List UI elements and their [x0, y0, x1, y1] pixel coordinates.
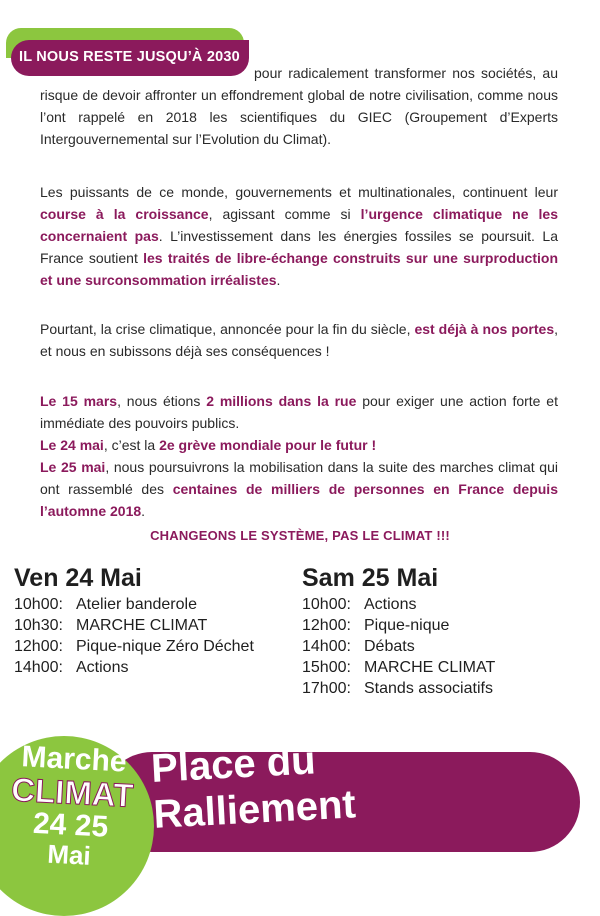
powers-paragraph: Les puissants de ce monde, gouvernements et multinationales, continuent leur course à la croissance, agissant comme si l’urgence climatique ne les concernaient pas. L’investissement dans les énergies fossiles se poursuit. La France soutient les traités de libre-échange construits sur une surproduction et une surconsommation irréalistes.	[40, 184, 559, 288]
banner-title: IL NOUS RESTE JUSQU’À 2030	[19, 49, 240, 65]
schedule-row: 10h30: MARCHE CLIMAT	[14, 617, 208, 634]
schedule-row: 12h00: Pique-nique Zéro Déchet	[14, 638, 254, 655]
schedule-row: 10h00: Actions	[302, 596, 417, 613]
schedule-row: 12h00: Pique-nique	[302, 617, 450, 634]
schedule-saturday	[302, 562, 495, 699]
schedule-saturday-title: Sam 25 Mai	[302, 564, 439, 592]
slogan: CHANGEONS LE SYSTÈME, PAS LE CLIMAT !!!	[150, 528, 450, 543]
crisis-paragraph: Pourtant, la crise climatique, annoncée pour la fin du siècle, est déjà à nos portes, et nous en subissons déjà ses conséquences !	[40, 321, 558, 359]
mobilisation-paragraph: Le 15 mars, nous étions 2 millions dans la rue pour exiger une action forte et immédiate des pouvoirs publics. Le 24 mai, c’est la 2e grève mondiale pour le futur ! Le 25 mai, nous poursuivrons la mobilisation dans la suite des marches climat qui ont rassemblé des centaines de milliers de personnes en France depuis l’automne 2018.	[40, 393, 558, 519]
schedule-friday-title: Ven 24 Mai	[14, 564, 142, 592]
intro-paragraph: pour radicalement transformer nos sociétés, au risque de devoir affronter un effondrement global de notre civilisation, comme nous l’ont rappelé en 2018 les scientifiques du GIEC (Groupement d’Experts Intergouvernemental sur l’Evolution du Climat).	[40, 65, 558, 147]
schedule-friday	[14, 562, 254, 678]
schedule-row: 15h00: MARCHE CLIMAT	[302, 659, 496, 676]
schedule-row: 17h00: Stands associatifs	[302, 680, 493, 697]
schedule-row: 10h00: Atelier banderole	[14, 596, 197, 613]
place-title: Place du Ralliement	[150, 738, 357, 837]
event-badge: Marche CLIMAT 24 25 Mai	[10, 740, 135, 871]
schedule-row: 14h00: Actions	[14, 659, 129, 676]
schedule-row: 14h00: Débats	[302, 638, 415, 655]
